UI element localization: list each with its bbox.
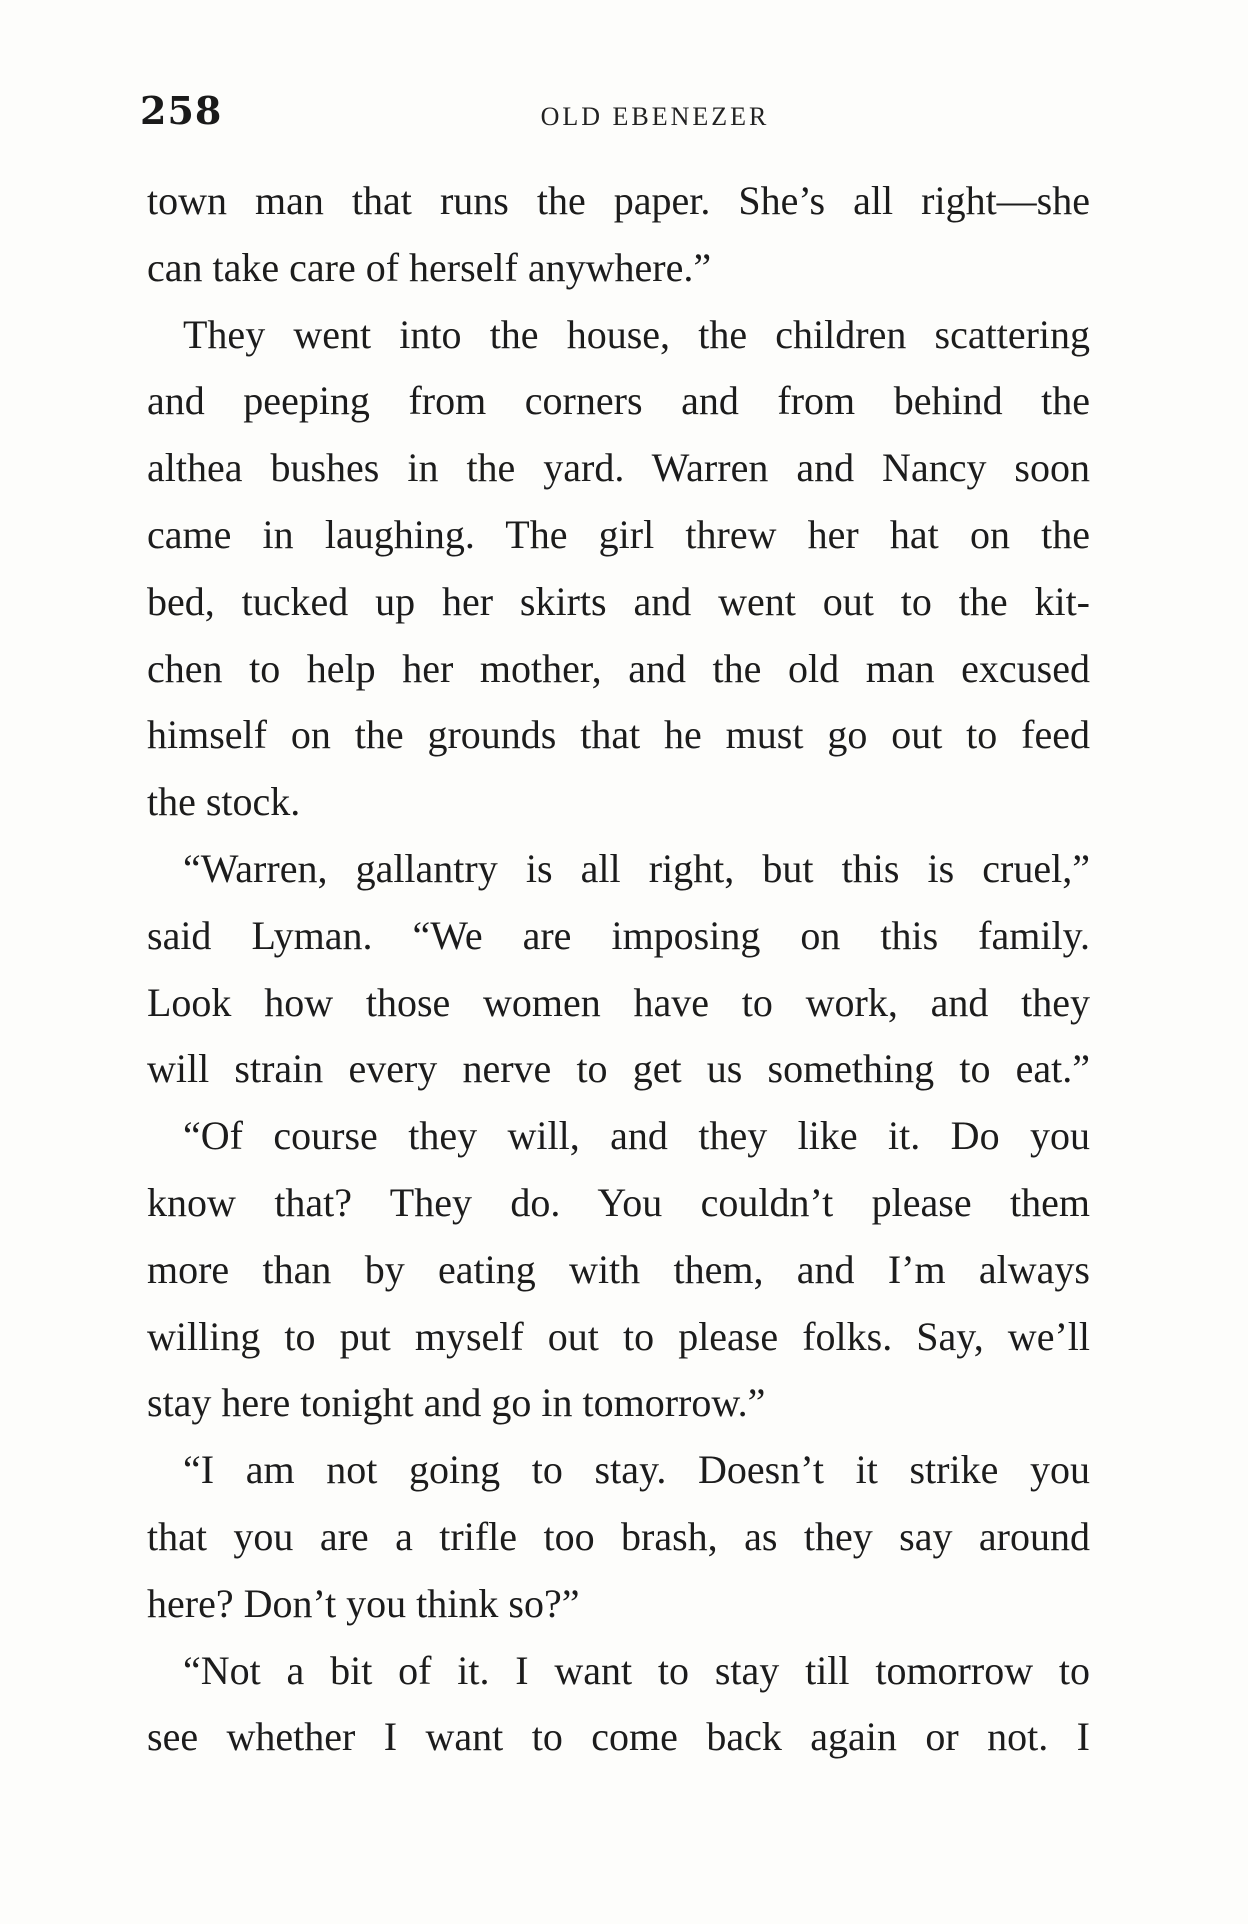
text-line: “Warren, gallantry is all right, but this is cruel,” [183, 845, 1090, 891]
text-line: “I am not going to stay. Doesn’t it strike you [183, 1447, 1090, 1493]
page-header [140, 88, 1090, 148]
text-line: althea bushes in the yard. Warren and Nancy soon [147, 445, 1090, 491]
text-line: bed, tucked up her skirts and went out to the kit- [147, 578, 1090, 624]
text-line: know that? They do. You couldn’t please them [147, 1179, 1090, 1225]
body-text [147, 168, 1090, 1771]
text-line: will strain every nerve to get us something to eat.” [147, 1046, 1090, 1092]
text-line: here? Don’t you think so?” [147, 1580, 580, 1626]
text-line: can take care of herself anywhere.” [147, 244, 712, 290]
text-line: came in laughing. The girl threw her hat on the [147, 511, 1090, 557]
text-line: more than by eating with them, and I’m always [147, 1246, 1090, 1292]
text-line: and peeping from corners and from behind the [147, 378, 1090, 424]
text-line: see whether I want to come back again or not. I [147, 1714, 1090, 1760]
text-line: stay here tonight and go in tomorrow.” [147, 1380, 766, 1426]
text-line: chen to help her mother, and the old man excused [147, 645, 1090, 691]
text-line: They went into the house, the children scattering [183, 311, 1090, 357]
text-line: that you are a trifle too brash, as they say around [147, 1513, 1090, 1559]
text-line: the stock. [147, 779, 301, 825]
text-line: “Of course they will, and they like it. Do you [183, 1113, 1090, 1159]
text-line: Look how those women have to work, and they [147, 979, 1090, 1025]
text-line: “Not a bit of it. I want to stay till tomorrow to [183, 1647, 1090, 1693]
text-line: himself on the grounds that he must go out to feed [147, 712, 1090, 758]
text-line: willing to put myself out to please folks. Say, we’ll [147, 1313, 1090, 1359]
text-line: said Lyman. “We are imposing on this family. [147, 912, 1090, 958]
running-title: OLD EBENEZER [540, 102, 770, 131]
text-line: town man that runs the paper. She’s all right—she [147, 178, 1090, 223]
page-number: 258 [140, 88, 223, 133]
